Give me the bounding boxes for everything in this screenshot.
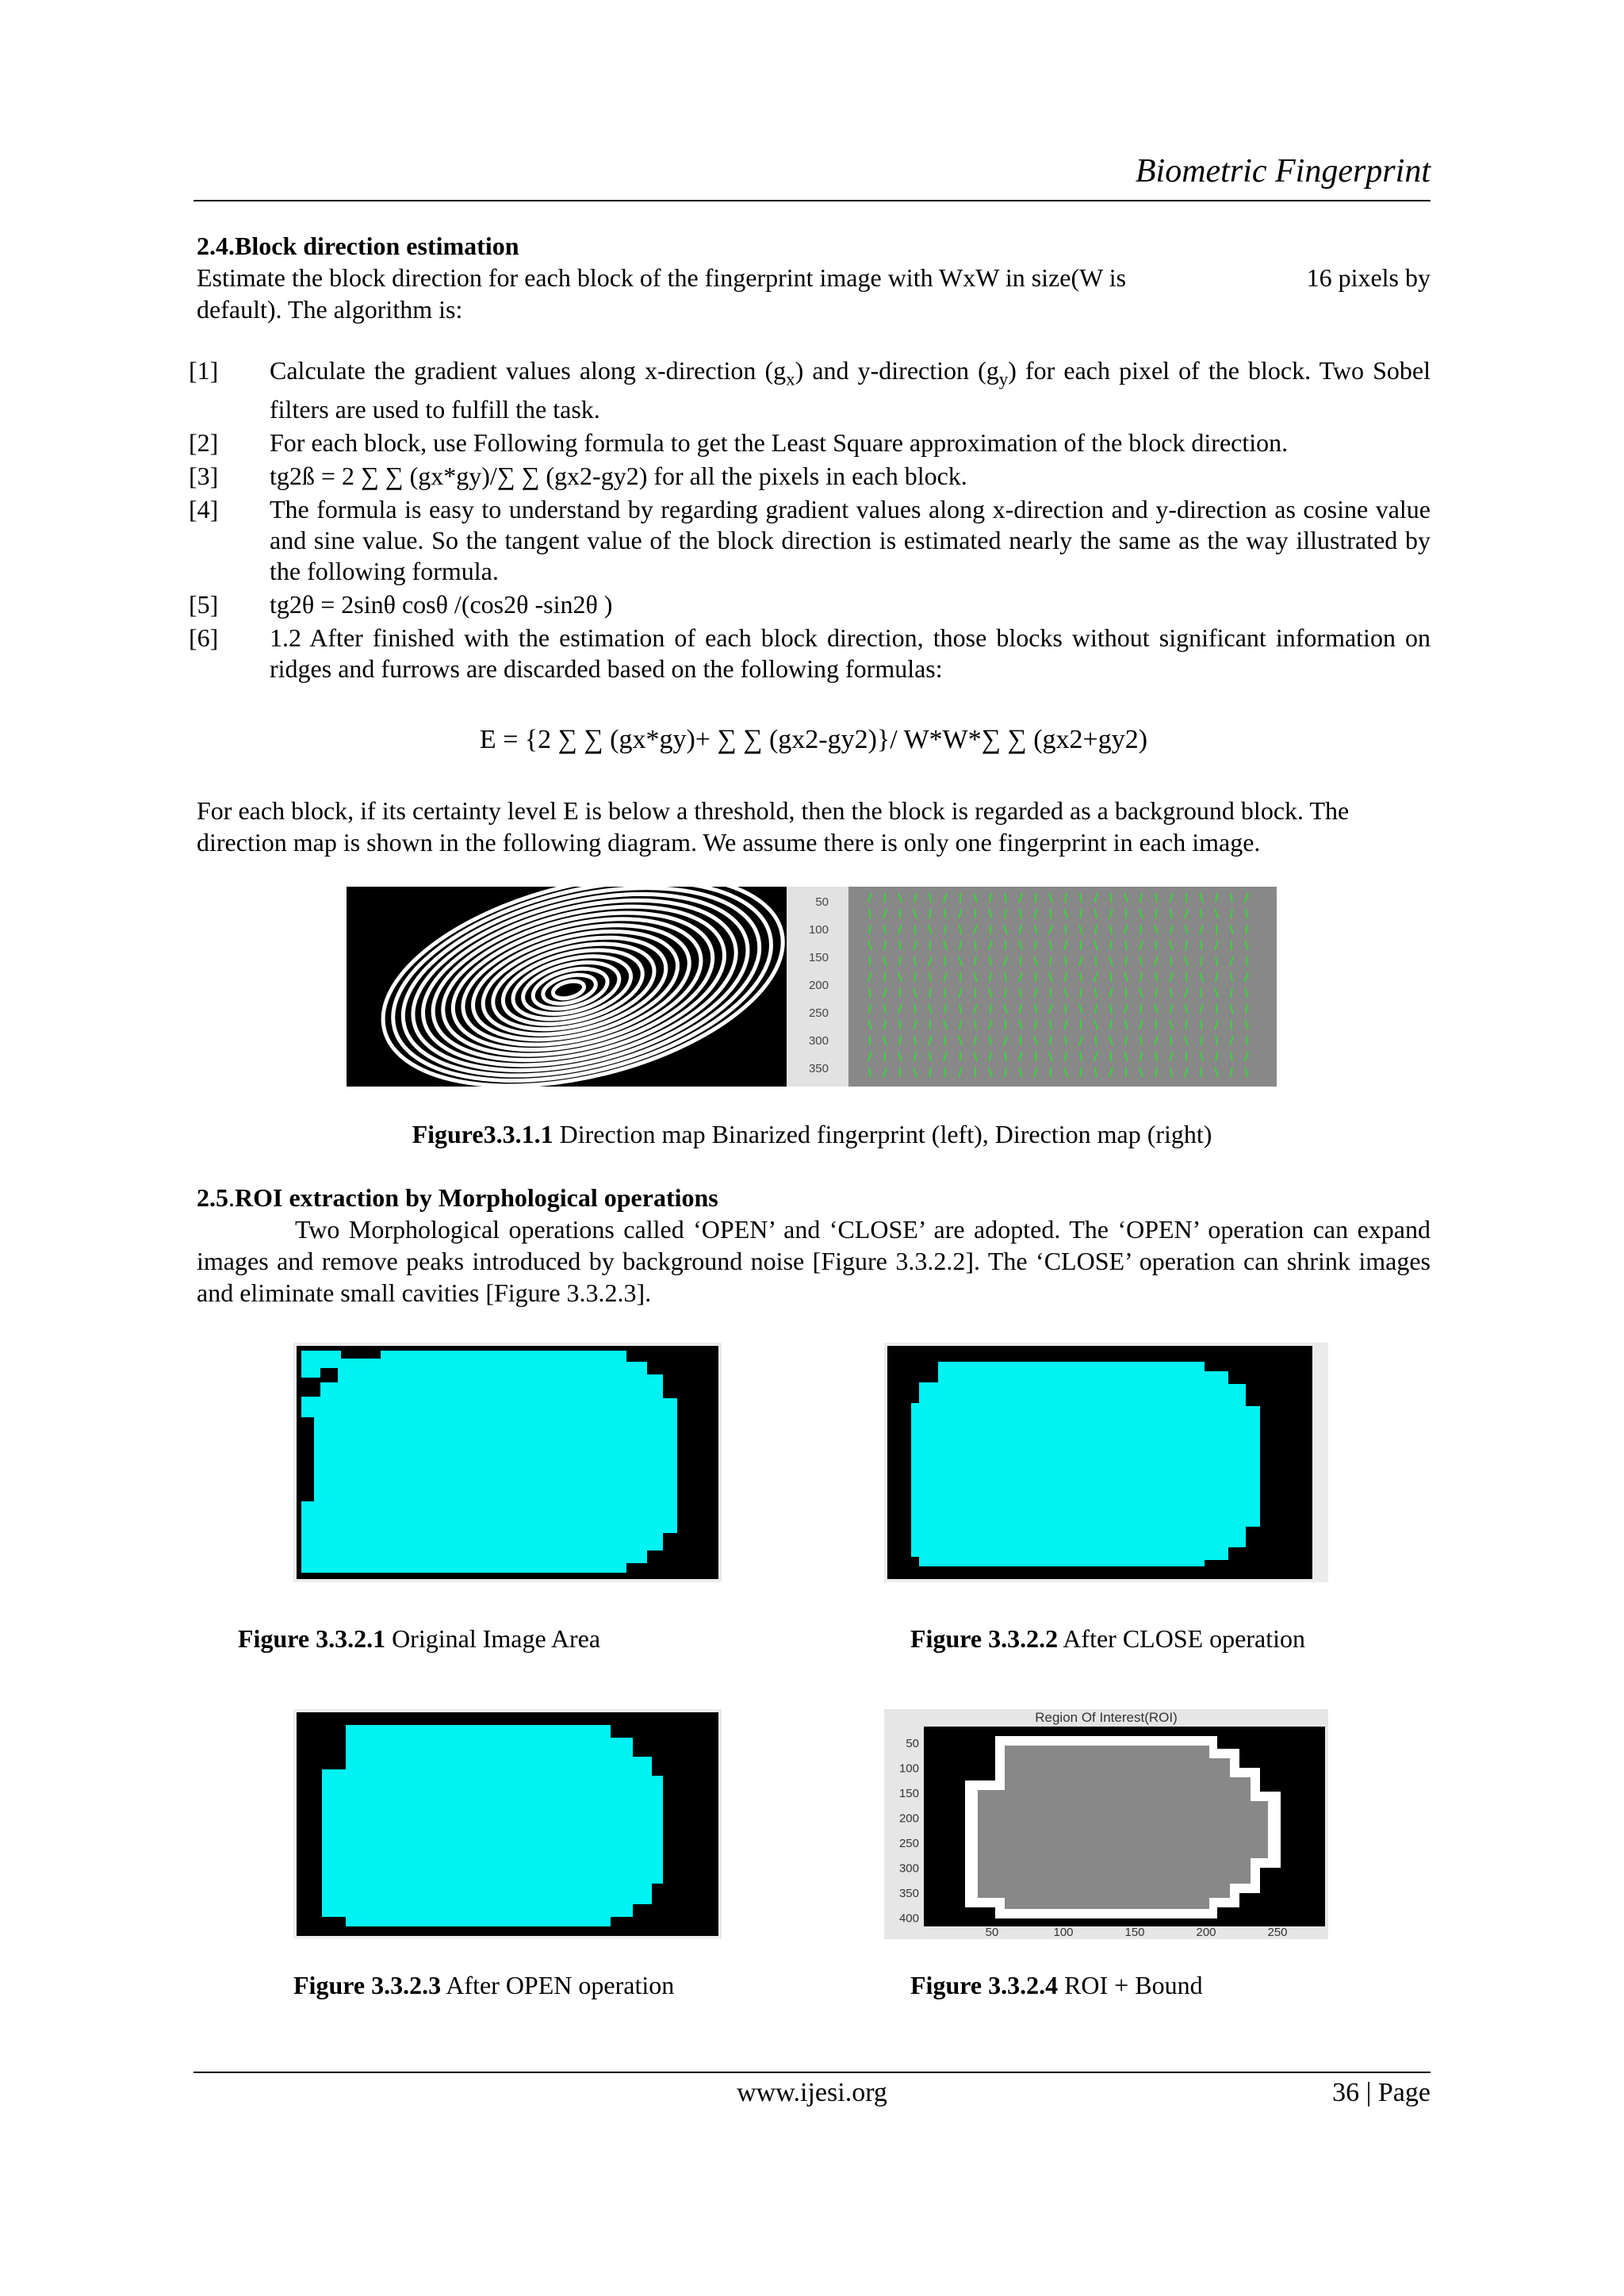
roi-xtick: 250 [1267, 1926, 1288, 1939]
roi-ytick: 200 [898, 1811, 919, 1826]
list-text: tg2θ = 2sinθ cosθ /(cos2θ -sin2θ ) [270, 590, 613, 619]
list-item [189, 494, 1431, 587]
roi-ytick: 400 [898, 1911, 919, 1926]
figure-3-3-2-1-caption: Figure 3.3.2.1 Original Image Area [238, 1624, 601, 1653]
intro-text-a: Estimate the block direction for each block of the fingerprint image with WxW in size(W is [197, 263, 1127, 292]
list-text: 1.2 After finished with the estimation of each block direction, those blocks without significant information on ridges and furrows are discarded based on the following formulas: [270, 623, 1431, 684]
figure-3-3-2-3-caption: Figure 3.3.2.3 After OPEN operation [293, 1971, 675, 1999]
direction-map-ytick: 50 [815, 895, 829, 909]
list-number: [6] [189, 623, 219, 653]
list-item [189, 589, 1431, 620]
list-item [189, 355, 1431, 425]
list-number: [4] [189, 495, 219, 524]
roi-bound-figure [884, 1709, 1328, 1939]
certainty-formula: E = {2 ∑ ∑ (gx*gy)+ ∑ ∑ (gx2-gy2)}/ W*W*∑ ∑ (gx2+gy2) [479, 725, 1148, 754]
list-number: [3] [189, 462, 219, 491]
list-text: tg2ß = 2 ∑ ∑ (gx*gy)/∑ ∑ (gx2-gy2) for all the pixels in each block. [270, 462, 967, 491]
roi-ytick: 150 [898, 1787, 919, 1800]
section-heading-2-5: 2.5.ROI extraction by Morphological operations [197, 1183, 718, 1212]
section-2-5-paragraph: Two Morphological operations called ‘OPEN’ and ‘CLOSE’ are adopted. The ‘OPEN’ operation can expand images and remove peaks introduced by background noise [Figure 3.3.2.2]. The ‘CLOSE’ operation can shrink images and eliminate small cavities [Figure 3.3.2.3]. [197, 1215, 1431, 1307]
roi-mask-original [301, 1351, 677, 1573]
direction-map-ytick: 350 [808, 1062, 829, 1075]
footer-page-number: 36 | Page [1332, 2078, 1431, 2107]
footer-rule [193, 2072, 1431, 2073]
list-number: [1] [189, 356, 219, 385]
direction-map-ytick: 200 [808, 979, 829, 992]
roi-xtick: 100 [1053, 1926, 1074, 1939]
direction-map-ytick: 100 [808, 923, 829, 937]
list-item [189, 461, 1431, 492]
roi-mask-open [322, 1725, 663, 1926]
list-text: Calculate the gradient values along x-direction $(g_x)$ and y-direction $(g_y)$ for each pixel of the block. Two Sobel filters are used to fulfill the task. [270, 356, 1431, 424]
list-item [189, 427, 1431, 458]
list-number: [2] [189, 428, 219, 458]
algorithm-list [189, 355, 1431, 687]
roi-gray-region [978, 1746, 1268, 1909]
roi-ytick: 250 [898, 1837, 919, 1850]
roi-ytick: 100 [898, 1761, 919, 1776]
header-rule [193, 200, 1431, 201]
intro-text-b: 16 pixels by [1306, 263, 1431, 292]
roi-ytick: 300 [898, 1861, 919, 1876]
roi-ytick: 350 [898, 1887, 919, 1900]
section-heading-2-4: 2.4.Block direction estimation [197, 232, 519, 260]
direction-map-ytick: 150 [808, 951, 829, 964]
direction-map-ytick: 250 [808, 1006, 829, 1020]
roi-xtick: 200 [1196, 1926, 1216, 1939]
roi-mask-close [911, 1362, 1260, 1566]
footer-website: www.ijesi.org [737, 2078, 887, 2107]
list-text: The formula is easy to understand by regarding gradient values along x-direction and y-direction as cosine value and sine value. So the tangent value of the block direction is estimated nearly the same as the way illustrated by the following formula. [270, 495, 1431, 586]
list-item [189, 623, 1431, 684]
original-image-area-figure [293, 1343, 722, 1582]
list-number: [5] [189, 590, 219, 619]
direction-map-ytick: 300 [808, 1034, 829, 1048]
roi-xtick: 50 [985, 1926, 999, 1939]
after-open-figure [293, 1709, 722, 1939]
after-close-figure [884, 1343, 1328, 1582]
direction-map-panel [848, 887, 1277, 1087]
intro-line-1 [197, 262, 1431, 293]
roi-xtick: 150 [1124, 1926, 1145, 1939]
direction-map-figure [347, 887, 1277, 1087]
roi-ytick: 50 [906, 1737, 919, 1750]
figure-3-3-2-4-caption: Figure 3.3.2.4 ROI + Bound [910, 1971, 1203, 1999]
running-header: Biometric Fingerprint [1135, 153, 1431, 190]
certainty-paragraph: For each block, if its certainty level E is below a threshold, then the block is regarded as a background block. The direction map is shown in the following diagram. We assume there is only one fingerprint in each image. [197, 796, 1350, 857]
list-text: For each block, use Following formula to get the Least Square approximation of the block direction. [270, 428, 1289, 458]
roi-chart-title: Region Of Interest(ROI) [1035, 1710, 1178, 1725]
intro-line-2: default). The algorithm is: [197, 295, 463, 324]
figure-3-3-1-1-caption: Figure3.3.1.1 Direction map Binarized fingerprint (left), Direction map (right) [412, 1120, 1212, 1148]
figure-3-3-2-2-caption: Figure 3.3.2.2 After CLOSE operation [910, 1624, 1305, 1653]
